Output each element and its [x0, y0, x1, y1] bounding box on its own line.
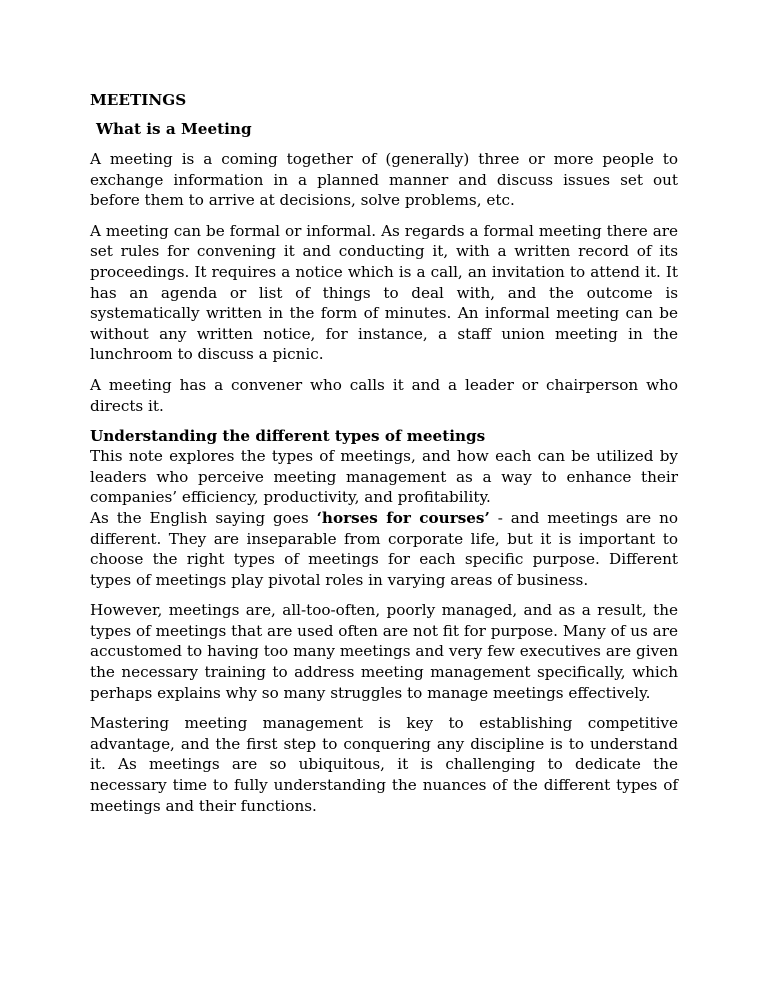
document-page	[90, 90, 678, 826]
emphasis-horses-for-courses: ‘horses for courses’	[316, 508, 490, 527]
paragraph-mastering-meeting-management: Mastering meeting management is key to establishing competitive advantage, and the first step to conquering any discipline is to understand it. As meetings are so ubiquitous, it is challenging to dedicate the necessary time to fully understanding the nuances of the different types of meetings and their functions.	[90, 714, 678, 815]
section-heading-what-is-a-meeting: What is a Meeting	[96, 120, 252, 138]
paragraph-horses-for-courses	[90, 508, 678, 590]
paragraph-formal-informal: A meeting can be formal or informal. As regards a formal meeting there are set rules for convening it and conducting it, with a written record of its proceedings. It requires a notice which is a call, an invitation to attend it. It has an agenda or list of things to deal with, and the outcome is systematically written in the form of minutes. An informal meeting can be without any written notice, for instance, a staff union meeting in the lunchroom to discuss a picnic.	[90, 221, 678, 364]
document-title: MEETINGS	[90, 91, 187, 109]
paragraph-definition: A meeting is a coming together of (generally) three or more people to exchange information in a planned manner and discuss issues set out before them to arrive at decisions, solve problems, etc.	[90, 150, 678, 210]
paragraph-horses-intro: As the English saying goes	[90, 508, 317, 527]
section-heading-types-of-meetings: Understanding the different types of meetings	[90, 427, 486, 446]
paragraph-horses-rest: - and meetings are no different. They are inseparable from corporate life, but it is important to choose the right types of meetings for each specific purpose. Different types of meetings play pivotal roles in varying areas of business.	[90, 508, 678, 589]
paragraph-note-explores: This note explores the types of meetings, and how each can be utilized by leaders who perceive meeting management as a way to enhance their companies’ efficiency, productivity, and profitability.	[90, 447, 678, 507]
paragraph-poorly-managed: However, meetings are, all-too-often, poorly managed, and as a result, the types of meetings that are used often are not fit for purpose. Many of us are accustomed to having too many meetings and very few executives are given the necessary training to address meeting management specifically, which perhaps explains why so many struggles to manage meetings effectively.	[90, 601, 678, 702]
paragraph-convener: A meeting has a convener who calls it and a leader or chairperson who directs it.	[90, 375, 678, 415]
